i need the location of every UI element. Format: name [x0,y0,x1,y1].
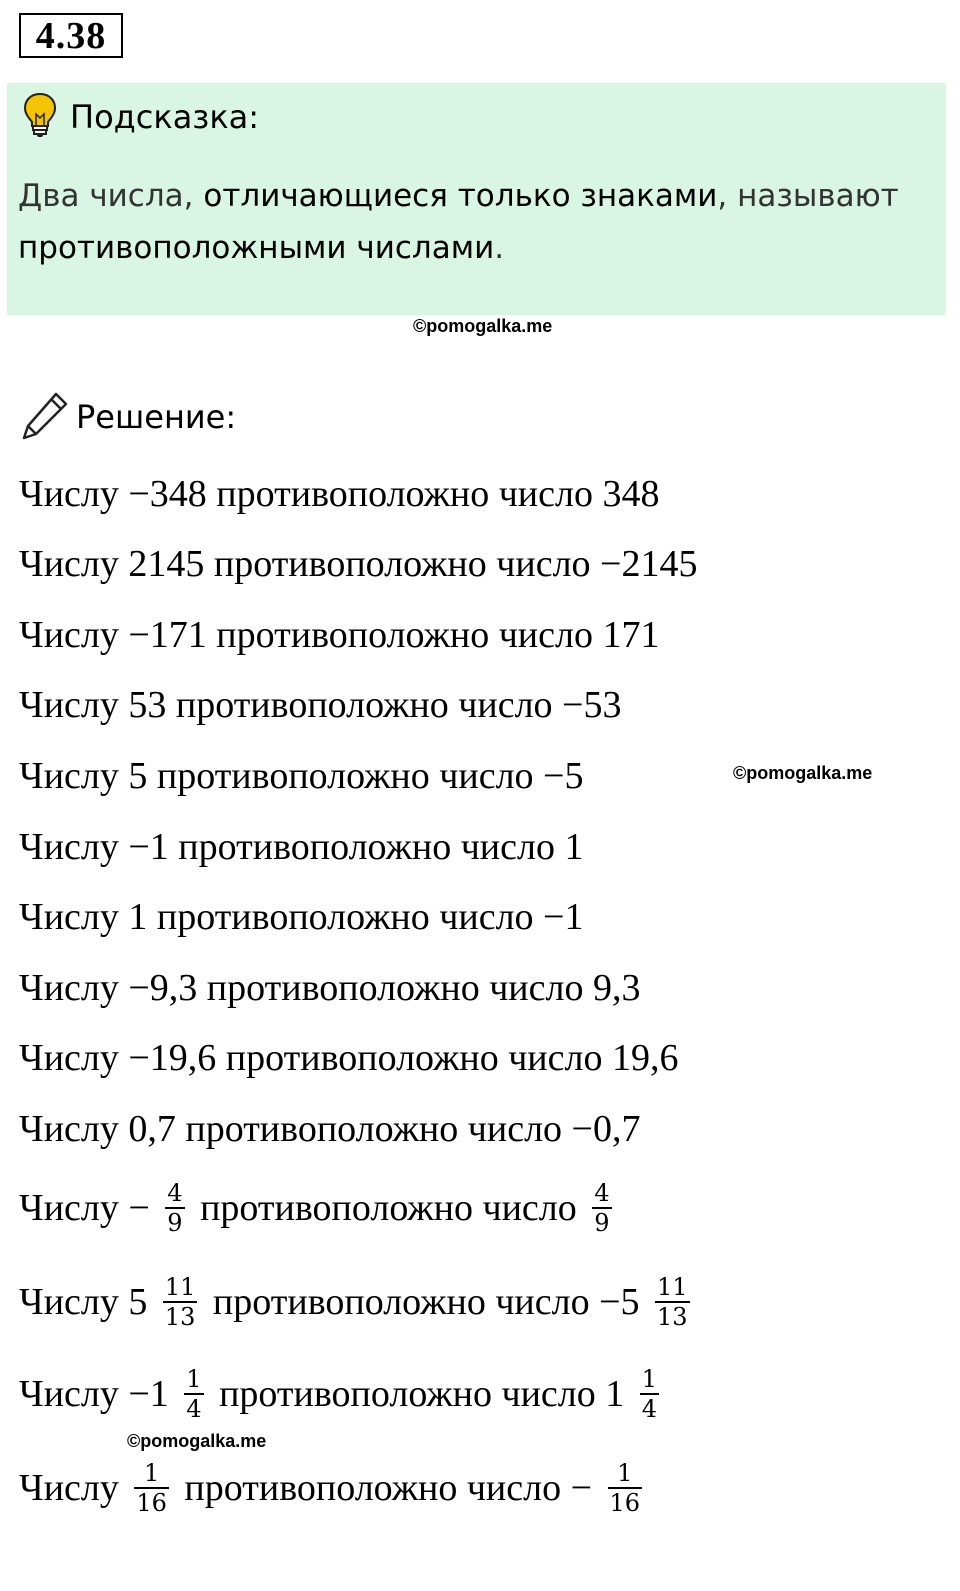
denominator: 9 [167,1209,183,1237]
hint-text: Два числа, отличающиеся только знаками, называют противоположными числами. [18,178,899,266]
hint-bold-1: отличающиеся только знаками [203,178,718,214]
fraction [184,1365,203,1423]
solution-line: Числу −1 противоположно число 1 [19,826,584,868]
denominator: 9 [594,1209,610,1237]
pencil-icon [20,390,70,442]
numerator: 11 [657,1273,688,1301]
solution-line: Числу −19,6 противоположно число 19,6 [19,1037,679,1079]
denominator: 13 [657,1303,688,1331]
numerator: 11 [164,1273,196,1301]
hint-bold-2: противоположными числами [18,230,495,266]
watermark: ©pomogalka.me [413,316,553,336]
hint-title: Подсказка: [70,98,260,136]
solution-line: Числу 53 противоположно число −53 [19,684,622,726]
solution-line: Числу −171 противоположно число 171 [19,614,660,656]
denominator: 16 [609,1489,641,1517]
numerator: 1 [144,1459,160,1487]
fraction [640,1365,659,1423]
solution-fraction-line: Числу − $\frac{4}{9}$ противоположно число $\frac{4}{9}$ [19,1179,610,1237]
watermark: ©pomogalka.me [127,1431,267,1451]
solution-line: Числу 2145 противоположно число −2145 [19,543,698,585]
denominator: 4 [641,1395,658,1423]
numerator: 1 [641,1365,658,1393]
fraction [655,1273,690,1331]
numerator: 4 [594,1179,610,1207]
task-number: 4.38 [19,13,123,58]
solution-line: Числу 5 противоположно число −5 [19,755,584,797]
solution-title: Решение: [76,398,237,436]
solution-line: Числу −348 противоположно число 348 [19,473,660,515]
denominator: 4 [186,1395,202,1423]
fraction [134,1459,169,1517]
denominator: 13 [164,1303,196,1331]
lightbulb-icon [20,90,60,138]
numerator: 1 [186,1365,202,1393]
denominator: 16 [136,1489,167,1517]
numerator: 4 [167,1179,183,1207]
solution-fraction-line: Числу −1 $\frac{1}{4}$ противоположно число 1 $\frac{1}{4}$ [19,1365,658,1423]
fraction [165,1179,184,1237]
solution-line: Числу 0,7 противоположно число −0,7 [19,1108,641,1150]
solution-fraction-line: Числу $\frac{1}{16}$ противоположно число − $\frac{1}{16}$ [19,1459,641,1517]
solution-fraction-line: Числу 5 $\frac{11}{13}$ противоположно число −5 $\frac{11}{13}$ [19,1273,688,1331]
fraction [592,1179,611,1237]
fraction [163,1273,198,1331]
fraction [608,1459,643,1517]
watermark: ©pomogalka.me [733,763,873,783]
numerator: 1 [617,1459,633,1487]
solution-line: Числу −9,3 противоположно число 9,3 [19,967,641,1009]
solution-line: Числу 1 противоположно число −1 [19,896,584,938]
